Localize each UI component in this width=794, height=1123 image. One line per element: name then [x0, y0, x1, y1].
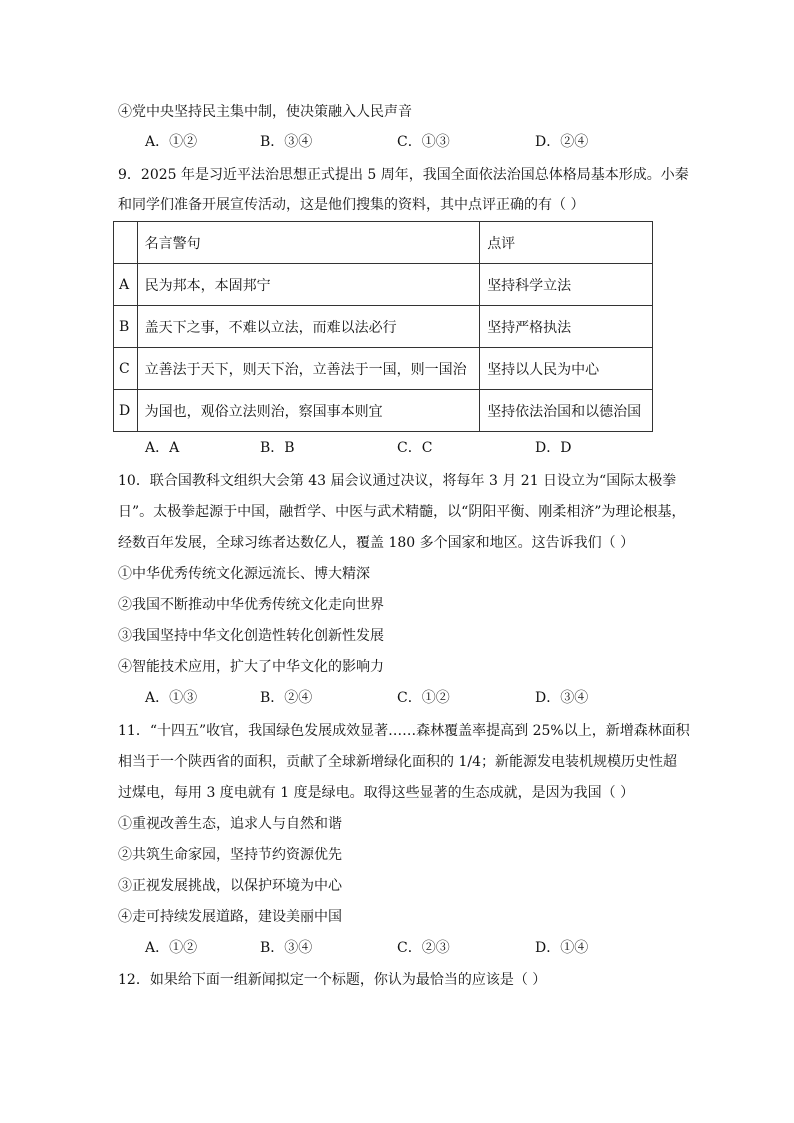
q9-header-quote: 名言警句 — [137, 222, 480, 264]
q10-stem-line2: 日”。太极拳起源于中国，融哲学、中医与武术精髓，以“阴阳平衡、刚柔相济”为理论根基， — [118, 504, 686, 520]
q8-option-a: A．①② — [145, 134, 198, 150]
q9-option-b: B．B — [260, 440, 295, 456]
q11-option-c: C．②③ — [397, 940, 450, 956]
q10-option-b: B．②④ — [260, 690, 313, 706]
q12-stem-line1: 12．如果给下面一组新闻拟定一个标题，你认为最恰当的应该是（ ） — [118, 972, 547, 988]
q9-stem-line2: 和同学们准备开展宣传活动，这是他们搜集的资料，其中点评正确的有（ ） — [118, 197, 585, 213]
q9-row-label: D — [114, 390, 138, 432]
q8-option-d: D．②④ — [535, 134, 589, 150]
q9-option-a: A．A — [145, 440, 180, 456]
q11-item-1: ①重视改善生态，追求人与自然和谐 — [118, 816, 342, 832]
q10-option-d: D．③④ — [535, 690, 589, 706]
q9-stem-line1: 9．2025 年是习近平法治思想正式提出 5 周年，我国全面依法治国总体格局基本形成。小秦 — [118, 167, 689, 183]
q9-header-comment: 点评 — [480, 222, 653, 264]
q10-item-3: ③我国坚持中华文化创造性转化创新性发展 — [118, 628, 384, 644]
q9-row-quote: 立善法于天下，则天下治，立善法于一国，则一国治 — [137, 348, 480, 390]
q10-item-4: ④智能技术应用，扩大了中华文化的影响力 — [118, 659, 384, 675]
q10-options — [145, 688, 645, 708]
q10-stem-line3: 经数百年发展，全球习练者达数亿人，覆盖 180 多个国家和地区。这告诉我们（ ） — [118, 535, 635, 551]
q10-option-a: A．①③ — [145, 690, 198, 706]
q9-row-quote: 盖天下之事，不难以立法，而难以法必行 — [137, 306, 480, 348]
q9-row-comment: 坚持科学立法 — [480, 264, 653, 306]
q11-item-3: ③正视发展挑战，以保护环境为中心 — [118, 878, 342, 894]
q9-option-d: D．D — [535, 440, 572, 456]
q11-options — [145, 938, 645, 958]
q8-option-c: C．①③ — [397, 134, 450, 150]
q11-option-b: B．③④ — [260, 940, 313, 956]
q9-row-label: B — [114, 306, 138, 348]
q9-header-blank — [114, 222, 138, 264]
q11-stem-line2: 相当于一个陕西省的面积，贡献了全球新增绿化面积的 1/4；新能源发电装机规模历史性超 — [118, 754, 677, 770]
q11-stem-line1: 11．“十四五”收官，我国绿色发展成效显著……森林覆盖率提高到 25%以上，新增森林面积 — [118, 723, 690, 739]
q10-stem-line1: 10．联合国教科文组织大会第 43 届会议通过决议，将每年 3 月 21 日设立为“国际太极拳 — [118, 473, 677, 489]
q9-options — [145, 438, 645, 458]
q9-row-comment: 坚持严格执法 — [480, 306, 653, 348]
table-row — [114, 390, 653, 432]
q9-table — [113, 221, 653, 432]
q11-item-4: ④走可持续发展道路，建设美丽中国 — [118, 909, 342, 925]
table-row — [114, 348, 653, 390]
q10-option-c: C．①② — [397, 690, 450, 706]
q9-row-label: C — [114, 348, 138, 390]
q9-row-label: A — [114, 264, 138, 306]
q9-table-header-row — [114, 222, 653, 264]
q8-options — [145, 132, 645, 152]
table-row — [114, 264, 653, 306]
q10-item-2: ②我国不断推动中华优秀传统文化走向世界 — [118, 597, 384, 613]
q11-option-d: D．①④ — [535, 940, 589, 956]
q9-option-c: C．C — [397, 440, 433, 456]
q11-option-a: A．①② — [145, 940, 198, 956]
q8-option-b: B．③④ — [260, 134, 313, 150]
q9-row-comment: 坚持以人民为中心 — [480, 348, 653, 390]
table-row — [114, 306, 653, 348]
q8-item-4: ④党中央坚持民主集中制，使决策融入人民声音 — [118, 104, 412, 120]
q9-row-quote: 民为邦本，本固邦宁 — [137, 264, 480, 306]
q11-item-2: ②共筑生命家园，坚持节约资源优先 — [118, 847, 342, 863]
q11-stem-line3: 过煤电，每用 3 度电就有 1 度是绿电。取得这些显著的生态成就，是因为我国（ ） — [118, 785, 635, 801]
q10-item-1: ①中华优秀传统文化源远流长、博大精深 — [118, 566, 370, 582]
q9-row-quote: 为国也，观俗立法则治，察国事本则宜 — [137, 390, 480, 432]
q9-row-comment: 坚持依法治国和以德治国 — [480, 390, 653, 432]
